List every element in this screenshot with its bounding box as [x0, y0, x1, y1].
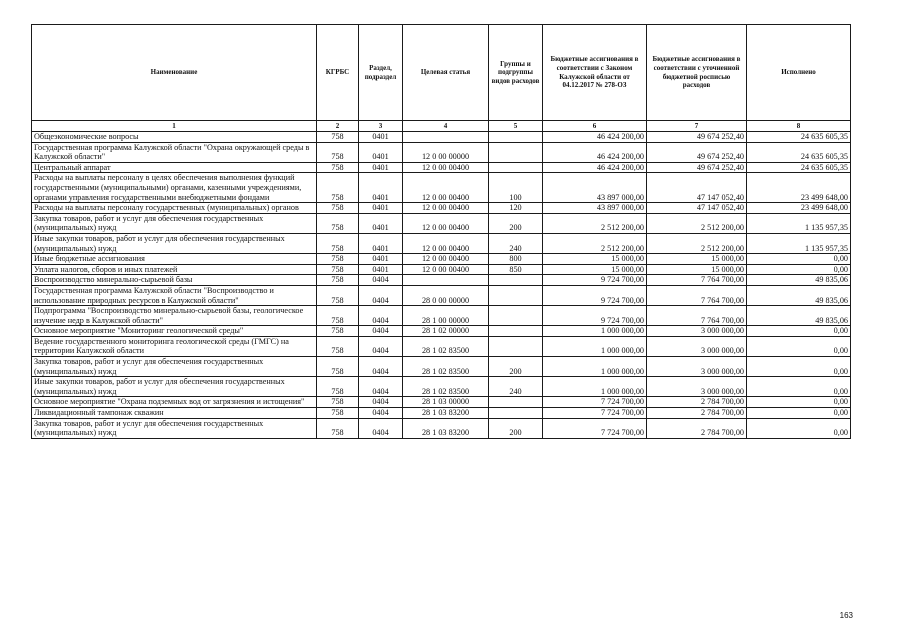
row-roster-allocation: 3 000 000,00 [647, 336, 747, 356]
col-number: 8 [747, 121, 851, 132]
row-target-article: 28 1 00 00000 [403, 306, 489, 326]
row-roster-allocation: 3 000 000,00 [647, 377, 747, 397]
row-name: Ликвидационный тампонаж скважин [32, 408, 317, 419]
row-section: 0401 [359, 173, 403, 203]
row-law-allocation: 43 897 000,00 [543, 173, 647, 203]
row-executed: 0,00 [747, 408, 851, 419]
row-expense-group [489, 285, 543, 305]
row-executed: 23 499 648,00 [747, 203, 851, 214]
row-executed: 0,00 [747, 377, 851, 397]
header-row [32, 25, 851, 121]
row-expense-group [489, 132, 543, 143]
row-section: 0401 [359, 132, 403, 143]
row-roster-allocation: 3 000 000,00 [647, 357, 747, 377]
row-kgrbs: 758 [317, 233, 359, 253]
table-body [32, 132, 851, 439]
row-kgrbs: 758 [317, 418, 359, 438]
table-row [32, 203, 851, 214]
row-executed: 0,00 [747, 326, 851, 337]
row-law-allocation: 7 724 700,00 [543, 418, 647, 438]
table-row [32, 213, 851, 233]
budget-report-sheet [31, 24, 850, 439]
row-roster-allocation: 7 764 700,00 [647, 285, 747, 305]
row-section: 0404 [359, 418, 403, 438]
row-kgrbs: 758 [317, 264, 359, 275]
page-number: 163 [839, 611, 853, 620]
row-target-article: 28 1 02 83500 [403, 336, 489, 356]
row-law-allocation: 9 724 700,00 [543, 275, 647, 286]
row-target-article: 28 1 02 83500 [403, 377, 489, 397]
table-row [32, 254, 851, 265]
row-kgrbs: 758 [317, 336, 359, 356]
row-expense-group: 850 [489, 264, 543, 275]
row-roster-allocation: 47 147 052,40 [647, 173, 747, 203]
row-expense-group [489, 336, 543, 356]
row-law-allocation: 2 512 200,00 [543, 213, 647, 233]
col-number: 4 [403, 121, 489, 132]
row-expense-group [489, 142, 543, 162]
row-target-article: 12 0 00 00400 [403, 203, 489, 214]
row-expense-group: 800 [489, 254, 543, 265]
row-section: 0404 [359, 275, 403, 286]
row-expense-group: 200 [489, 213, 543, 233]
row-name: Иные бюджетные ассигнования [32, 254, 317, 265]
col-header-roster-allocations: Бюджетные ассигнования в соответствии с уточненной бюджетной росписью расходов [647, 25, 747, 121]
col-header-law-allocations: Бюджетные ассигнования в соответствии с Законом Калужской области от 04.12.2017 № 278-ОЗ [543, 25, 647, 121]
table-row [32, 275, 851, 286]
table-row [32, 408, 851, 419]
col-number: 2 [317, 121, 359, 132]
row-name: Иные закупки товаров, работ и услуг для обеспечения государственных (муниципальных) нужд [32, 377, 317, 397]
row-name: Ведение государственного мониторинга геологической среды (ГМГС) на территории Калужской области [32, 336, 317, 356]
row-name: Основное мероприятие "Охрана подземных вод от загрязнения и истощения" [32, 397, 317, 408]
row-kgrbs: 758 [317, 377, 359, 397]
row-roster-allocation: 7 764 700,00 [647, 306, 747, 326]
row-section: 0401 [359, 203, 403, 214]
row-name: Расходы на выплаты персоналу государственных (муниципальных) органов [32, 203, 317, 214]
col-number: 3 [359, 121, 403, 132]
col-header-section: Раздел, подраздел [359, 25, 403, 121]
row-section: 0401 [359, 264, 403, 275]
row-expense-group [489, 306, 543, 326]
row-section: 0404 [359, 377, 403, 397]
row-kgrbs: 758 [317, 285, 359, 305]
row-name: Основное мероприятие "Мониторинг геологической среды" [32, 326, 317, 337]
row-expense-group [489, 326, 543, 337]
row-expense-group: 120 [489, 203, 543, 214]
column-number-row [32, 121, 851, 132]
row-target-article [403, 132, 489, 143]
row-section: 0401 [359, 142, 403, 162]
row-law-allocation: 7 724 700,00 [543, 397, 647, 408]
row-executed: 0,00 [747, 336, 851, 356]
row-name: Иные закупки товаров, работ и услуг для обеспечения государственных (муниципальных) нужд [32, 233, 317, 253]
row-target-article: 28 1 02 00000 [403, 326, 489, 337]
row-kgrbs: 758 [317, 254, 359, 265]
row-target-article: 28 1 03 83200 [403, 408, 489, 419]
table-row [32, 326, 851, 337]
row-section: 0401 [359, 213, 403, 233]
row-roster-allocation: 15 000,00 [647, 264, 747, 275]
row-target-article: 12 0 00 00400 [403, 173, 489, 203]
row-section: 0404 [359, 306, 403, 326]
row-target-article: 12 0 00 00400 [403, 264, 489, 275]
row-name: Закупка товаров, работ и услуг для обеспечения государственных (муниципальных) нужд [32, 418, 317, 438]
row-law-allocation: 46 424 200,00 [543, 142, 647, 162]
row-roster-allocation: 49 674 252,40 [647, 132, 747, 143]
row-executed: 1 135 957,35 [747, 233, 851, 253]
row-roster-allocation: 47 147 052,40 [647, 203, 747, 214]
col-header-executed: Исполнено [747, 25, 851, 121]
row-expense-group [489, 397, 543, 408]
row-law-allocation: 9 724 700,00 [543, 306, 647, 326]
row-expense-group [489, 275, 543, 286]
col-header-kgrbs: КГРБС [317, 25, 359, 121]
row-law-allocation: 15 000,00 [543, 264, 647, 275]
row-executed: 24 635 605,35 [747, 132, 851, 143]
row-kgrbs: 758 [317, 213, 359, 233]
col-header-target-article: Целевая статья [403, 25, 489, 121]
row-expense-group: 200 [489, 357, 543, 377]
col-header-name: Наименование [32, 25, 317, 121]
row-section: 0404 [359, 326, 403, 337]
table-row [32, 377, 851, 397]
row-kgrbs: 758 [317, 408, 359, 419]
row-section: 0401 [359, 233, 403, 253]
row-section: 0401 [359, 162, 403, 173]
row-executed: 0,00 [747, 397, 851, 408]
row-target-article: 28 1 02 83500 [403, 357, 489, 377]
row-law-allocation: 1 000 000,00 [543, 377, 647, 397]
col-number: 7 [647, 121, 747, 132]
row-target-article: 12 0 00 00400 [403, 162, 489, 173]
budget-table [31, 24, 851, 439]
row-law-allocation: 1 000 000,00 [543, 357, 647, 377]
table-row [32, 142, 851, 162]
row-expense-group: 100 [489, 173, 543, 203]
row-kgrbs: 758 [317, 142, 359, 162]
table-row [32, 357, 851, 377]
row-section: 0404 [359, 357, 403, 377]
table-row [32, 418, 851, 438]
table-row [32, 233, 851, 253]
row-section: 0404 [359, 285, 403, 305]
row-kgrbs: 758 [317, 357, 359, 377]
row-section: 0404 [359, 397, 403, 408]
row-executed: 0,00 [747, 418, 851, 438]
row-kgrbs: 758 [317, 173, 359, 203]
row-section: 0404 [359, 408, 403, 419]
row-roster-allocation: 2 784 700,00 [647, 397, 747, 408]
row-target-article: 12 0 00 00400 [403, 233, 489, 253]
row-name: Подпрограмма "Воспроизводство минерально-сырьевой базы, геологическое изучение недр в Калужской области" [32, 306, 317, 326]
col-number: 1 [32, 121, 317, 132]
row-law-allocation: 1 000 000,00 [543, 336, 647, 356]
row-name: Закупка товаров, работ и услуг для обеспечения государственных (муниципальных) нужд [32, 357, 317, 377]
row-executed: 0,00 [747, 254, 851, 265]
row-expense-group: 240 [489, 233, 543, 253]
row-executed: 23 499 648,00 [747, 173, 851, 203]
row-name: Центральный аппарат [32, 162, 317, 173]
col-header-expense-group: Группы и подгруппы видов расходов [489, 25, 543, 121]
row-law-allocation: 9 724 700,00 [543, 285, 647, 305]
row-kgrbs: 758 [317, 275, 359, 286]
table-row [32, 173, 851, 203]
table-row [32, 162, 851, 173]
row-executed: 49 835,06 [747, 306, 851, 326]
row-expense-group: 240 [489, 377, 543, 397]
row-expense-group [489, 408, 543, 419]
row-roster-allocation: 2 512 200,00 [647, 213, 747, 233]
row-target-article: 28 0 00 00000 [403, 285, 489, 305]
col-number: 6 [543, 121, 647, 132]
row-executed: 24 635 605,35 [747, 162, 851, 173]
row-law-allocation: 1 000 000,00 [543, 326, 647, 337]
row-target-article: 12 0 00 00400 [403, 213, 489, 233]
row-roster-allocation: 49 674 252,40 [647, 162, 747, 173]
row-law-allocation: 43 897 000,00 [543, 203, 647, 214]
row-section: 0404 [359, 336, 403, 356]
row-kgrbs: 758 [317, 326, 359, 337]
row-name: Воспроизводство минерально-сырьевой базы [32, 275, 317, 286]
row-kgrbs: 758 [317, 306, 359, 326]
row-name: Государственная программа Калужской области "Охрана окружающей среды в Калужской области" [32, 142, 317, 162]
row-kgrbs: 758 [317, 132, 359, 143]
table-row [32, 285, 851, 305]
row-executed: 24 635 605,35 [747, 142, 851, 162]
row-law-allocation: 2 512 200,00 [543, 233, 647, 253]
row-law-allocation: 46 424 200,00 [543, 132, 647, 143]
row-roster-allocation: 15 000,00 [647, 254, 747, 265]
table-row [32, 397, 851, 408]
table-row [32, 132, 851, 143]
row-expense-group: 200 [489, 418, 543, 438]
row-name: Расходы на выплаты персоналу в целях обеспечения выполнения функций государственными (муниципальными) органами, казенными учреждениями, органами управления государственными внебюджетными фондами [32, 173, 317, 203]
table-row [32, 336, 851, 356]
row-roster-allocation: 49 674 252,40 [647, 142, 747, 162]
row-target-article [403, 275, 489, 286]
row-roster-allocation: 2 512 200,00 [647, 233, 747, 253]
row-target-article: 12 0 00 00400 [403, 254, 489, 265]
row-roster-allocation: 7 764 700,00 [647, 275, 747, 286]
table-row [32, 306, 851, 326]
row-name: Закупка товаров, работ и услуг для обеспечения государственных (муниципальных) нужд [32, 213, 317, 233]
row-executed: 49 835,06 [747, 285, 851, 305]
row-kgrbs: 758 [317, 203, 359, 214]
row-roster-allocation: 3 000 000,00 [647, 326, 747, 337]
row-roster-allocation: 2 784 700,00 [647, 408, 747, 419]
row-law-allocation: 46 424 200,00 [543, 162, 647, 173]
row-expense-group [489, 162, 543, 173]
row-target-article: 28 1 03 00000 [403, 397, 489, 408]
row-target-article: 12 0 00 00000 [403, 142, 489, 162]
row-law-allocation: 7 724 700,00 [543, 408, 647, 419]
col-number: 5 [489, 121, 543, 132]
row-name: Государственная программа Калужской области "Воспроизводство и использование природных ресурсов в Калужской области" [32, 285, 317, 305]
row-section: 0401 [359, 254, 403, 265]
row-executed: 0,00 [747, 264, 851, 275]
row-target-article: 28 1 03 83200 [403, 418, 489, 438]
row-roster-allocation: 2 784 700,00 [647, 418, 747, 438]
row-executed: 1 135 957,35 [747, 213, 851, 233]
row-executed: 0,00 [747, 357, 851, 377]
row-name: Уплата налогов, сборов и иных платежей [32, 264, 317, 275]
row-kgrbs: 758 [317, 162, 359, 173]
row-name: Общеэкономические вопросы [32, 132, 317, 143]
row-law-allocation: 15 000,00 [543, 254, 647, 265]
row-executed: 49 835,06 [747, 275, 851, 286]
row-kgrbs: 758 [317, 397, 359, 408]
table-row [32, 264, 851, 275]
